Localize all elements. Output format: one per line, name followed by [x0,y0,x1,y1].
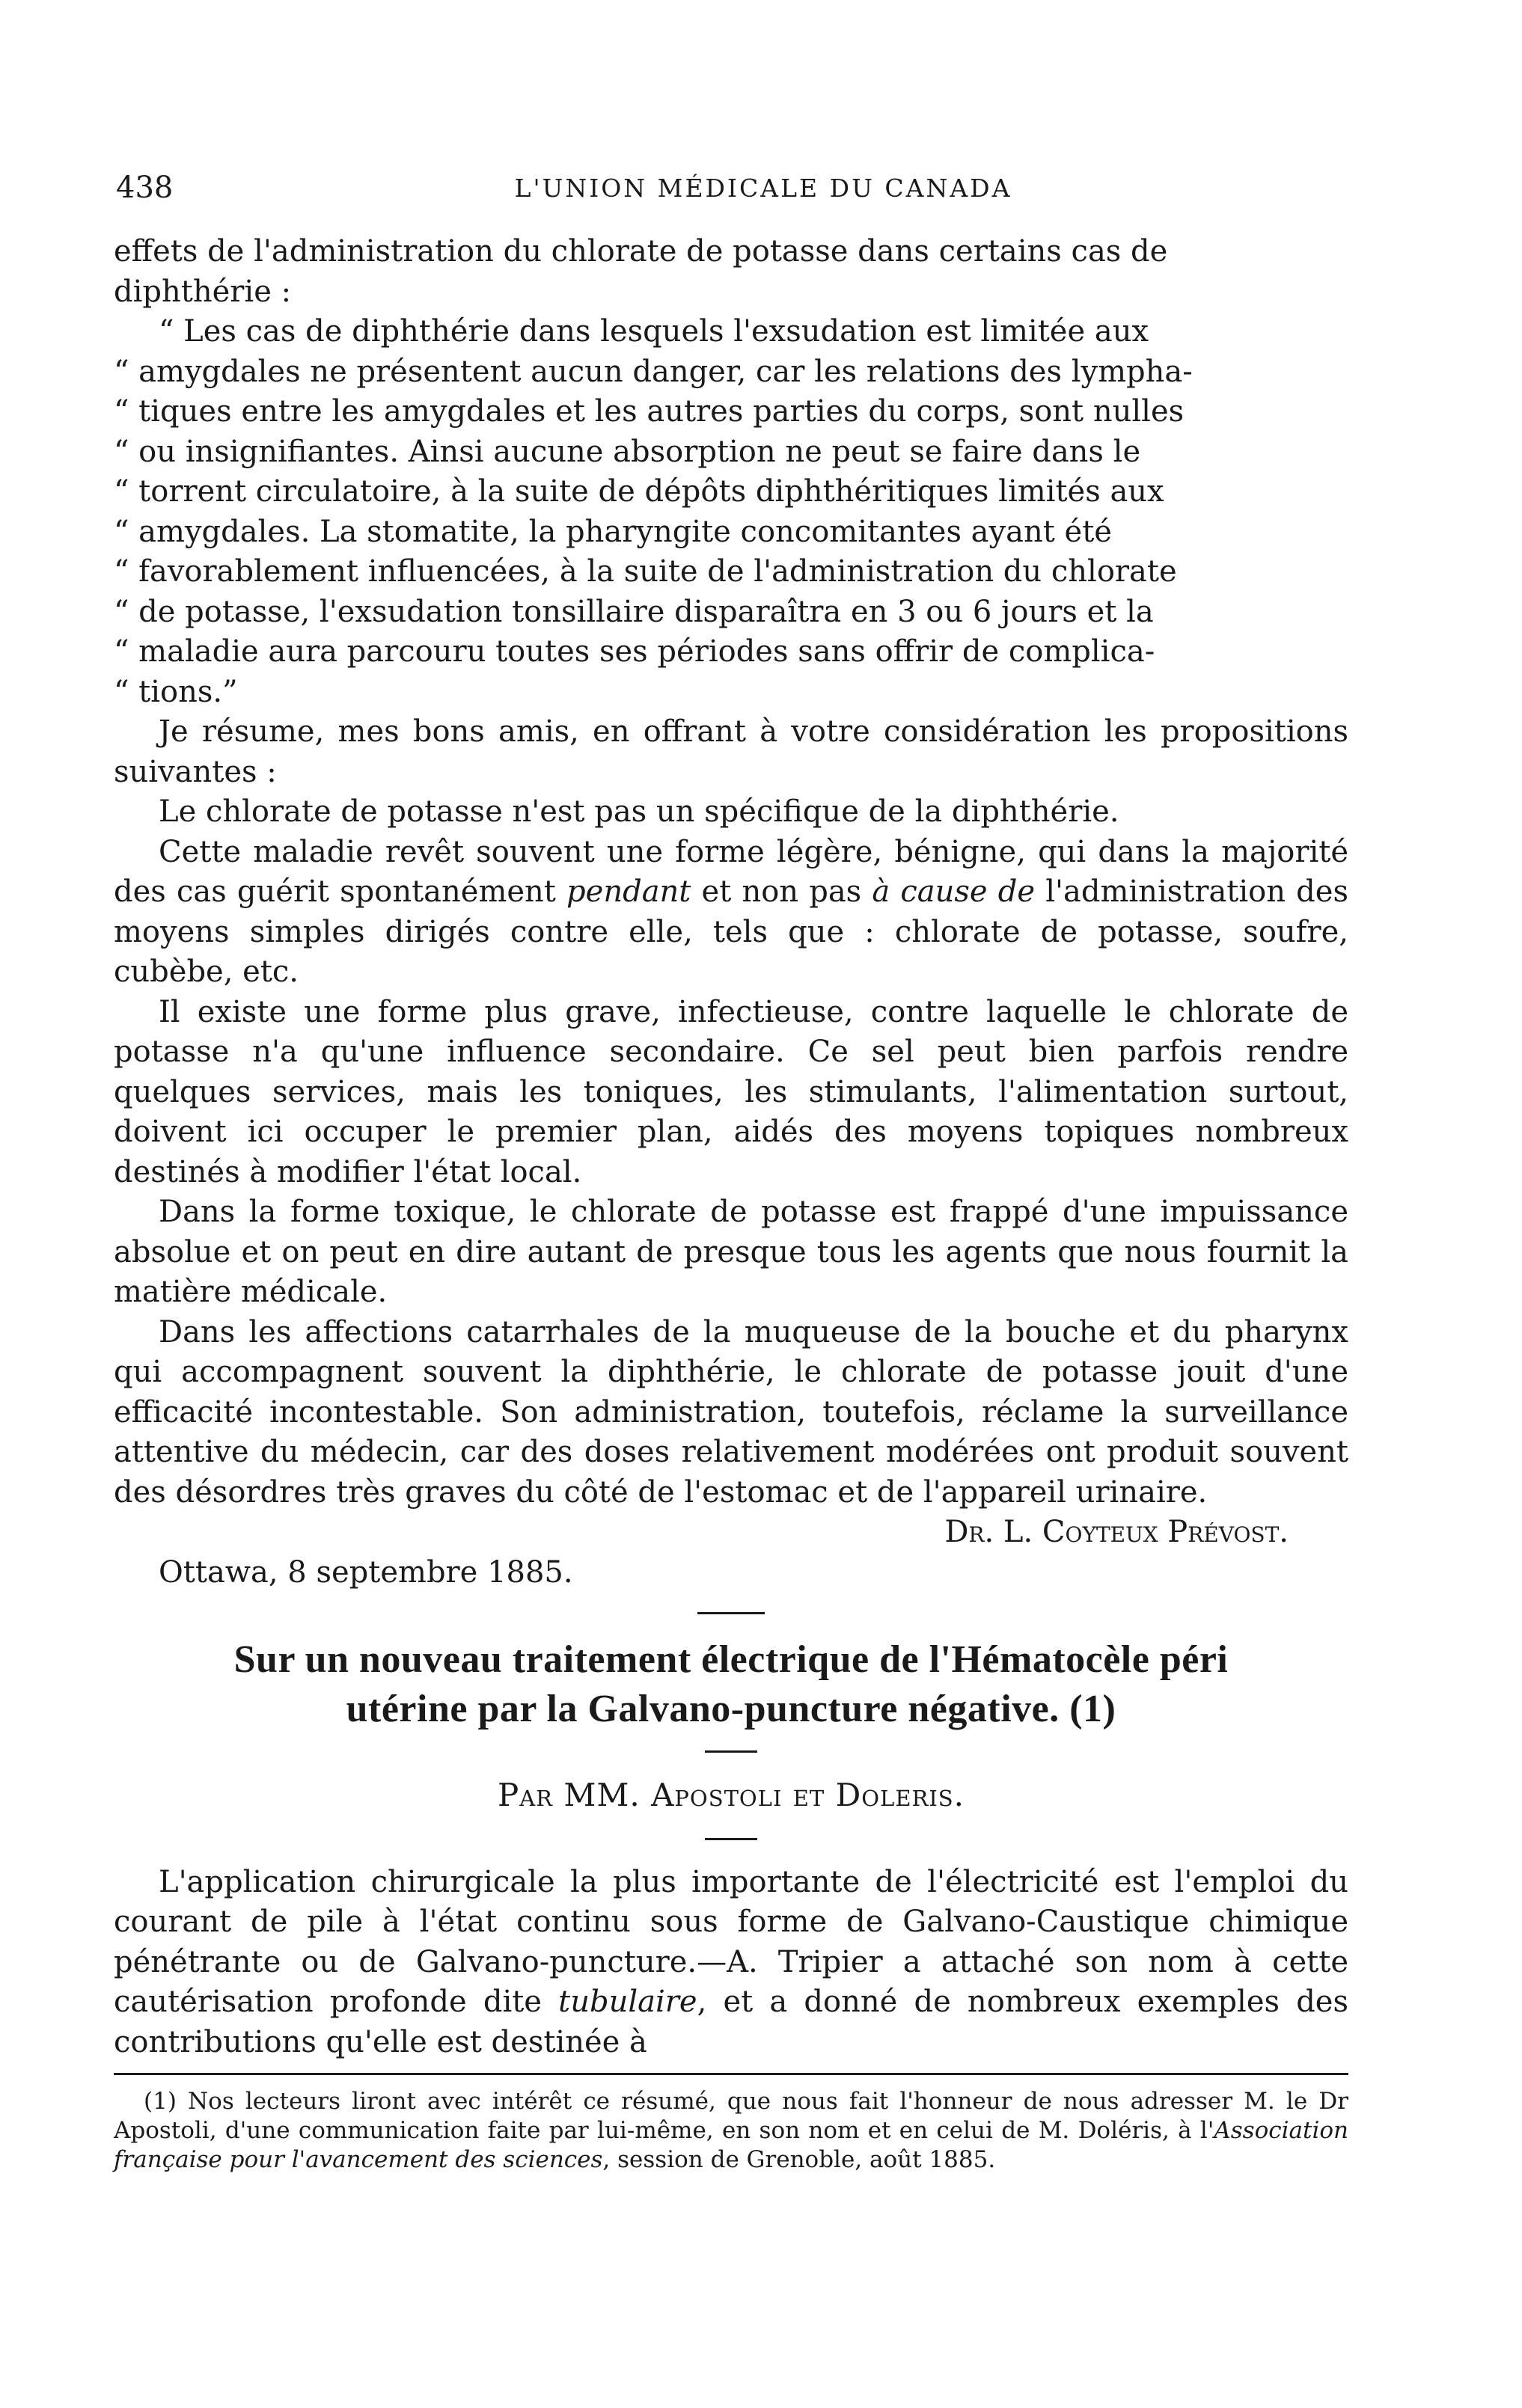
article-title-line: utérine par la Galvano-puncture négative. (1) [346,1688,1116,1730]
paragraph [114,833,1348,993]
footnote-marker: (1) [144,2088,177,2115]
text-run: Cette maladie revêt souvent une forme légère, bénigne, qui dans la majorité des cas guérit spontanément [114,834,1348,909]
paragraph: Dans la forme toxique, le chlorate de potasse est frappé d'une impuissance absolue et on peut en dire autant de presque tous les agents que nous fournit la matière médicale. [114,1195,1348,1309]
quote-line: “ amygdales. La stomatite, la pharyngite concomitantes ayant été [114,514,1112,549]
footnote-italic: Association française pour l'avancement des sciences [114,2117,1348,2173]
quote-line: “ Les cas de diphthérie dans lesquels l'exsudation est limitée aux [159,314,1149,349]
paragraph: Dans les affections catarrhales de la muqueuse de la bouche et du pharynx qui accompagnent souvent la diphthérie, le chlorate de potasse jouit d'une efficacité incontestable. Son administration, toutefois, réclame la surveillance attentive du médecin, car des doses relativement modérées ont produit souvent des désordres très graves du côté de l'estomac et de l'appareil urinaire. [114,1314,1348,1510]
text-run: , et a donné de nombreux exemples des contributions qu'elle est destinée à [114,1985,1348,2059]
italic-run: à cause de [872,874,1036,909]
spacer [114,1816,1348,1838]
footnote-text: Nos lecteurs liront avec intérêt ce résumé, que nous fait l'honneur de nous adresser M. le Dr Apostoli, d'une communication faite par lui-même, en son nom et en celui de M. Doléris, à l' [114,2088,1348,2144]
quote-line: “ maladie aura parcouru toutes ses périodes sans offrir de complica- [114,634,1155,669]
quote-line: “ tions.” [114,674,238,709]
spacer [114,1840,1348,1863]
quote-line: “ torrent circulatoire, à la suite de dépôts diphthéritiques limités aux [114,474,1164,509]
quote-line: “ ou insignifiantes. Ainsi aucune absorption ne peut se faire dans le [114,434,1141,469]
text-run: l'administration des moyens simples dirigés contre elle, tels que : chlorate de potasse, soufre, cubèbe, etc. [114,874,1348,989]
text-run: L'application chirurgicale la plus importante de l'électricité est l'emploi du courant de pile à l'état continu sous forme de Galvano-Caustique chimique pénétrante ou de Galvano-puncture.—A. Tripier a attaché son nom à cette cautérisation profonde dite [114,1864,1348,2019]
page-number: 438 [116,171,174,205]
text-run: et non pas [691,874,872,909]
footnote-text: , session de Grenoble, août 1885. [602,2146,996,2173]
page-header [116,171,1313,215]
quote-line: “ amygdales ne présentent aucun danger, car les relations des lympha- [114,354,1193,389]
paragraph: Il existe une forme plus grave, infectieuse, contre laquelle le chlorate de potasse n'a qu'une influence secondaire. Ce sel peut bien parfois rendre quelques services, mais les toniques, les stimulants, l'alimentation surtout, doivent ici occuper le premier plan, aidés des moyens topiques nombreux destinés à modifier l'état local. [114,994,1348,1189]
spacer [114,1614,1348,1635]
body-text [114,232,1348,2175]
footnote [114,2087,1348,2175]
article-byline: Par MM. Apostoli et Doleris. [497,1777,965,1813]
quote-line: “ favorablement influencées, à la suite de l'administration du chlorate [114,554,1177,589]
intro-line: effets de l'administration du chlorate de potasse dans certains cas de [114,234,1168,269]
spacer [114,1593,1348,1612]
paragraph: Je résume, mes bons amis, en offrant à votre considération les propositions suivantes : [114,714,1348,789]
footnote-divider [114,2073,1348,2075]
dateline-row [114,1553,1348,1593]
spacer [114,1753,1348,1775]
article-title [114,1635,1348,1734]
quote-line: “ tiques entre les amygdales et les autres parties du corps, sont nulles [114,394,1185,429]
quote-line: “ de potasse, l'exsudation tonsillaire disparaîtra en 3 ou 6 jours et la [114,594,1154,629]
author-signature: Dr. L. Coyteux Prévost. [944,1515,1289,1549]
spacer [114,1734,1348,1750]
signature-block [114,1513,1348,1553]
place-date: Ottawa, 8 septembre 1885. [159,1554,573,1590]
italic-run: tubulaire [558,1985,697,2019]
quotation-block [114,312,1348,712]
paragraph: Le chlorate de potasse n'est pas un spécifique de la diphthérie. [159,794,1119,829]
article-paragraph [114,1863,1348,2063]
running-title: L'UNION MÉDICALE DU CANADA [514,174,1012,203]
article-title-line: Sur un nouveau traitement électrique de l'Hématocèle péri [233,1638,1229,1681]
italic-run: pendant [566,874,691,909]
intro-line: diphthérie : [114,274,292,309]
